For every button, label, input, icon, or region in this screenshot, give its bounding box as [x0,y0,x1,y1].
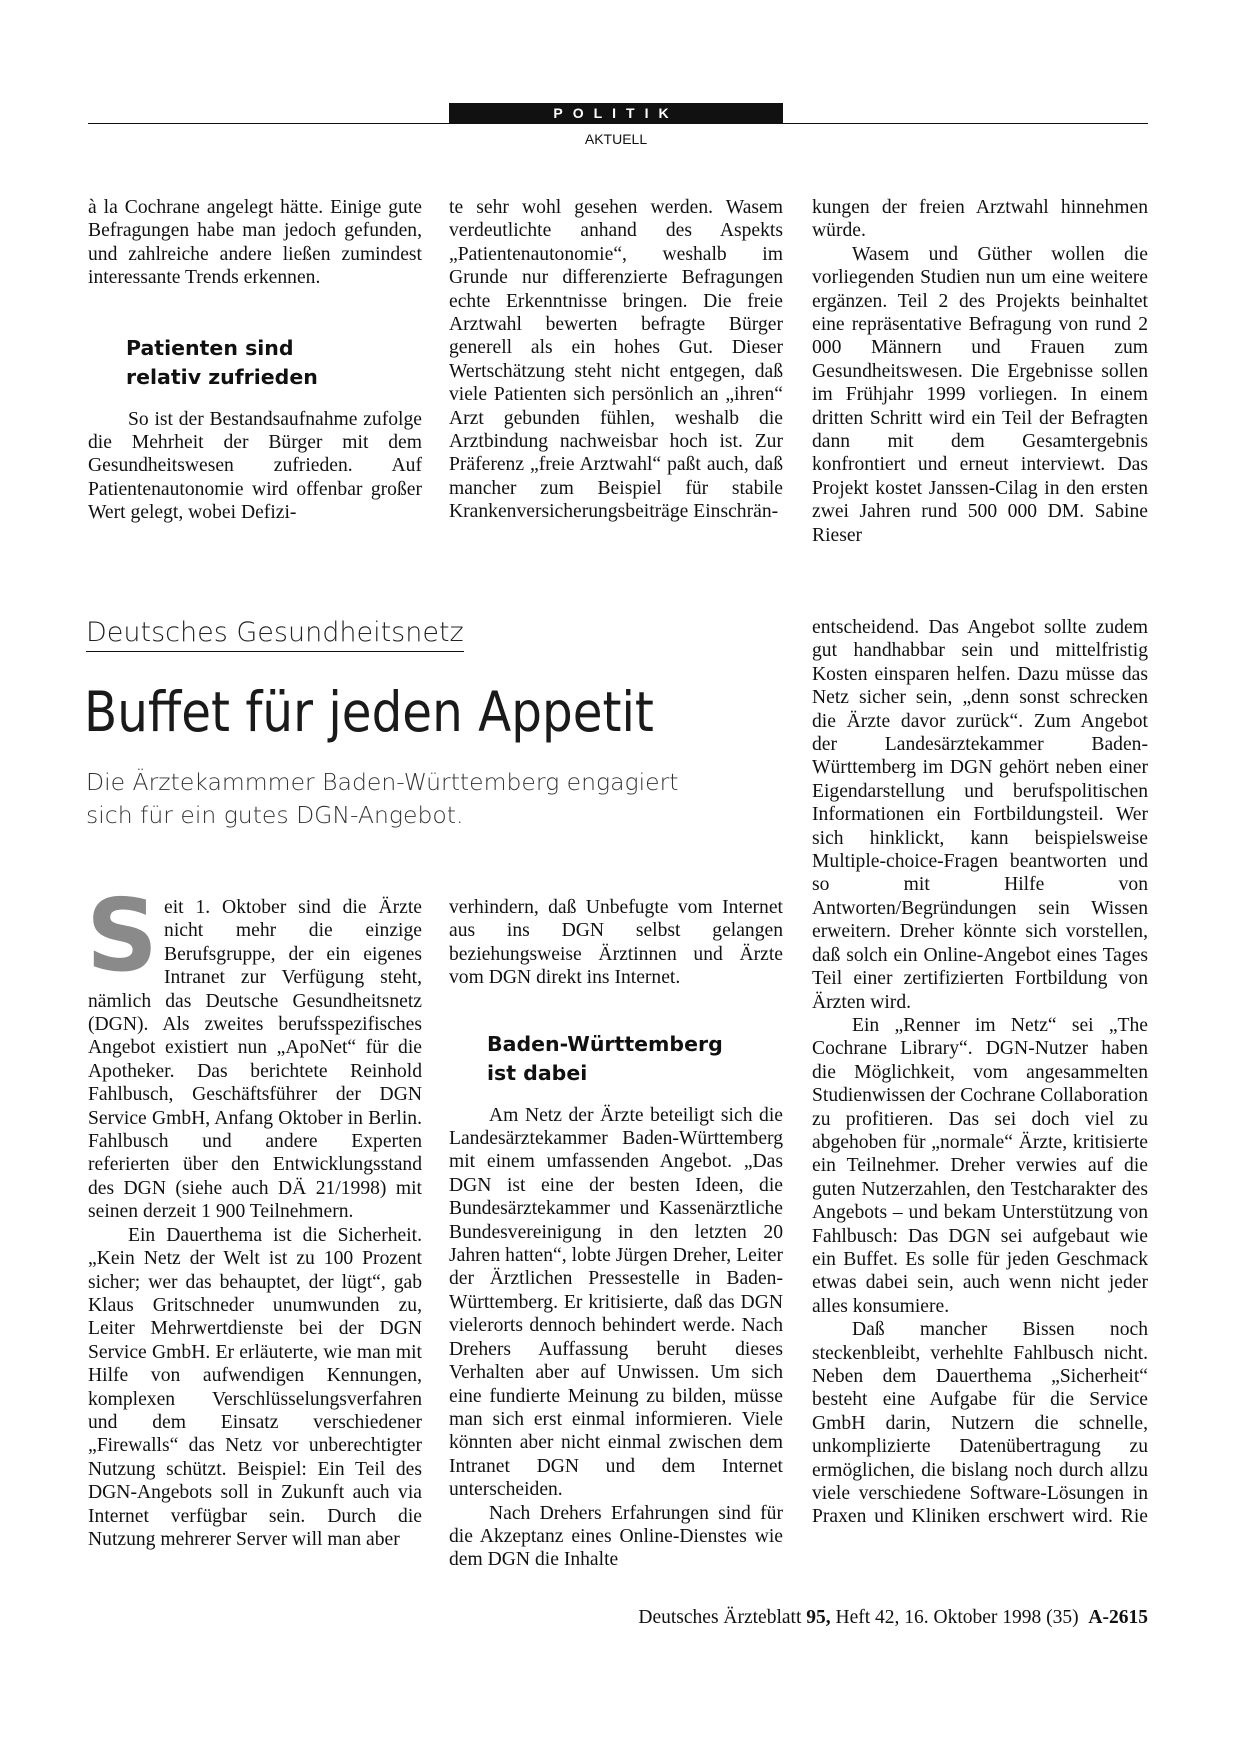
paragraph: Ein „Renner im Netz“ sei „The Cochrane Library“. DGN-Nutzer haben die Möglichkeit, vom angesammelten Studienwissen der Cochrane Collaboration zu profitieren. Das sei doch viel zu abgehoben für „normale“ Ärzte, kritisierte ein Teilnehmer. Dreher verwies auf die guten Nutzerzahlen, den Testcharakter des Angebots – und bekam Unterstützung von Fahlbusch: Das DGN sei aufgebaut wie ein Buffet. Es solle für jeden Geschmack etwas dabei sein, auch wenn nicht jeder alles konsumiere. [812,1014,1148,1317]
paragraph: Ein Dauerthema ist die Sicherheit. „Kein Netz der Welt ist zu 100 Prozent sicher; wer das behauptet, der lügt“, gab Klaus Gritschneder unumwunden zu, Leiter Mehrwertdienste bei der DGN Service GmbH. Er erläuterte, wie man mit Hilfe von aufwendigen Kennungen, komplexen Verschlüsselungsverfahren und dem Einsatz verschiedener „Firewalls“ das Netz vor unberechtigter Nutzung schützt. Beispiel: Ein Teil des DGN-Angebots soll in Zukunft auch via Internet verfügbar sein. Durch die Nutzung mehrerer Server will man aber [88,1224,422,1550]
article-kicker: Deutsches Gesundheitsnetz [86,617,464,652]
top-article-column-3 [812,196,1148,547]
author-signature: Sabine Rieser [812,501,1148,546]
paragraph: Am Netz der Ärzte beteiligt sich die Landesärztekammer Baden-Württemberg mit einem umfassenden Angebot. „Das DGN ist eine der besten Ideen, die Bundesärztekammer und Kassenärztliche Bundesvereinigung in den letzten 20 Jahren hatten“, lobte Jürgen Dreher, Leiter der Ärztlichen Pressestelle in Baden-Württemberg. Er kritisierte, daß das DGN vielerorts dennoch behindert werde. Nach Drehers Auffassung beruht dieses Verhalten aber auf Unwissen. Um sich eine fundierte Meinung zu bilden, müsse man sich erst einmal informieren. Viele könnten aber nicht einmal zwischen dem Intranet DGN und dem Internet unterscheiden. [449,1104,783,1501]
main-article-column-2 [449,896,783,1572]
paragraph: verhindern, daß Unbefugte vom Internet aus ins DGN selbst gelangen beziehungsweise Ärztinnen und Ärzte vom DGN direkt ins Internet. [449,897,783,989]
main-article-column-1 [86,877,422,1551]
paragraph-text: Daß mancher Bissen noch steckenbleibt, verhehlte Fahlbusch nicht. Neben dem Dauerthema „Sicherheit“ besteht eine Aufgabe für die Service GmbH darin, Nutzern die schnelle, unkomplizierte Datenübertragung zu ermöglichen, die bislang noch durch allzu viele verschiedene Software-Lösungen in Praxen und Kliniken erschwert wird. [812,1319,1148,1528]
paragraph-text: eit 1. Oktober sind die Ärzte nicht mehr die einzige Berufsgruppe, der ein eigenes Intranet zur Verfügung steht, nämlich das Deutsche Gesundheitsnetz (DGN). Als zweites berufsspezifisches Angebot existiert nun „ApoNet“ für die Apotheker. Das berichtete Reinhold Fahlbusch, Geschäftsführer der DGN Service GmbH, Anfang Oktober in Berlin. Fahlbusch und andere Experten referierten über den Entwicklungsstand des DGN (siehe auch DÄ 21/1998) mit seinen derzeit 1 900 Teilnehmern. [88,897,422,1223]
subsection-label: AKTUELL [584,131,648,147]
paragraph-text: Wasem und Güther wollen die vorliegenden Studien nun um eine weitere ergänzen. Teil 2 des Projekts beinhaltet eine repräsentative Befragung von rund 2 000 Männern und Frauen zum Gesundheitswesen. Die Ergebnisse sollen im Frühjahr 1999 vorliegen. In einem dritten Schritt wird ein Teil der Befragten dann mit dem Gesamtergebnis konfrontiert und erneut interviewt. Das Projekt kostet Janssen-Cilag in den ersten zwei Jahren rund 500 000 DM. [812,243,1148,523]
paragraph [812,243,1148,547]
issue-date: Heft 42, 16. Oktober 1998 (35) [835,1607,1079,1628]
top-article-column-1 [88,196,422,525]
header-rule [88,123,1148,124]
paragraph: kungen der freien Arztwahl hinnehmen würde. [812,197,1148,242]
paragraph: entscheidend. Das Angebot sollte zudem gut handhabbar sein und mittelfristig Kosten einsparen helfen. Dazu müsse das Netz sicher sein, „denn sonst schrecken die Ärzte davor zurück“. Zum Angebot der Landesärztekammer Baden-Württemberg im DGN gehört neben einer Eigendarstellung und berufspolitischen Informationen ein Fortbildungsteil. Wer sich hinklickt, kann beispielsweise Multiple-choice-Fragen beantworten und so mit Hilfe von Antworten/Begründungen sein Wissen erweitern. Dreher könnte sich vorstellen, daß solch ein Online-Angebot eines Tages Teil einer zertifizierten Fortbildung von Ärzten wird. [812,617,1148,1013]
paragraph: à la Cochrane angelegt hätte. Einige gute Befragungen habe man jedoch gefunden, und zahlreiche andere ließen zumindest interessante Trends erkennen. [88,197,422,289]
paragraph: Nach Drehers Erfahrungen sind für die Akzeptanz eines Online-Dienstes wie dem DGN die Inhalte [449,1502,783,1571]
main-article-column-3 [812,616,1148,1529]
author-signature: Rie [1120,1506,1148,1528]
paragraph [812,1318,1148,1529]
paragraph: te sehr wohl gesehen werden. Wasem verdeutlichte anhand des Aspekts „Patientenautonomie“, weshalb im Grunde nur differenzierte Befragungen echte Erkenntnisse bringen. Die freie Arztwahl bewerten befragte Bürger generell als ein hohes Gut. Dieser Wertschätzung steht nicht entgegen, daß viele Patienten sich persönlich an „ihren“ Arzt gebunden fühlen, weshalb die Arztbindung nachweisbar hoch ist. Zur Präferenz „freie Arztwahl“ paßt auch, daß mancher zum Beispiel für stabile Krankenversicherungsbeiträge Einschrän- [449,197,783,523]
page-number: A-2615 [1088,1607,1148,1628]
journal-volume: 95, [806,1607,831,1628]
section-label: POLITIK [449,103,783,123]
top-article-column-2 [449,196,783,524]
paragraph: So ist der Bestandsaufnahme zufolge die Mehrheit der Bürger mit dem Gesundheitswesen zufrieden. Auf Patientenautonomie wird offenbar großer Wert gelegt, wobei Defizi- [88,408,422,524]
journal-name: Deutsches Ärzteblatt [638,1607,802,1628]
subheading: Patienten sind relativ zufrieden [126,335,318,389]
paragraph [86,877,422,1224]
page-footer [638,1607,1148,1629]
dropcap: S [86,877,159,994]
article-headline: Buffet für jeden Appetit [84,680,654,744]
subheading: Baden-Württemberg ist dabei [487,1031,723,1085]
article-deck: Die Ärztekammmer Baden-Württemberg engagiert sich für ein gutes DGN-Angebot. [86,768,679,829]
